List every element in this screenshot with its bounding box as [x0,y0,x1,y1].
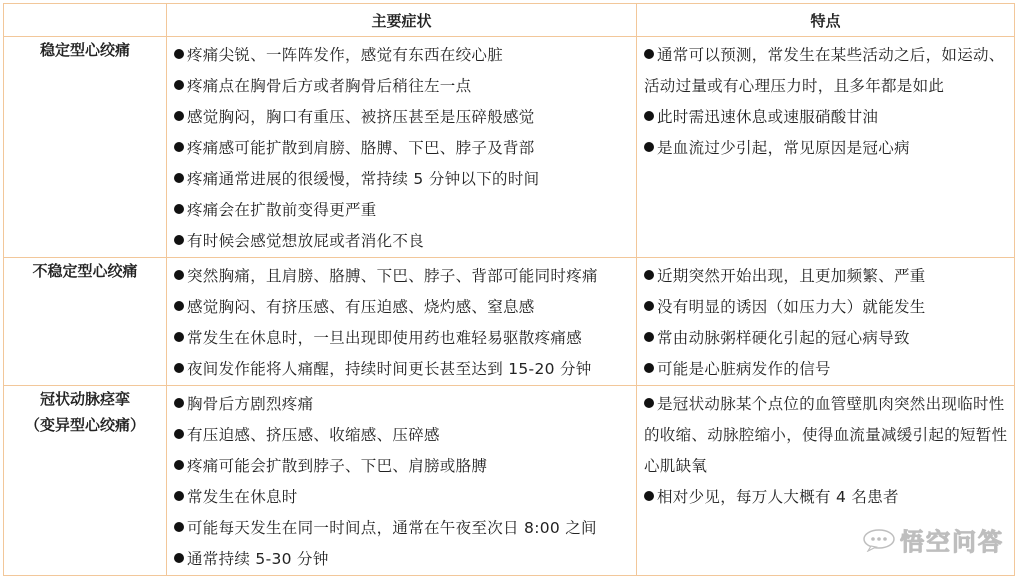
table-row [4,37,1015,258]
watermark-text: 悟空问答 [900,528,1004,556]
bullet-icon [174,553,184,563]
bullet-icon [174,204,184,214]
symptom-list [167,37,636,257]
bullet-icon [644,491,654,501]
list-item: 常发生在休息时，一旦出现即使用药也难轻易驱散疼痛感 [174,323,636,354]
bullet-icon [174,491,184,501]
type-label: 不稳定型心绞痛 [32,262,138,280]
bullet-icon [174,301,184,311]
list-item: 此时需迅速休息或速服硝酸甘油 [644,102,1008,133]
list-item: 是血流过少引起，常见原因是冠心病 [644,133,1008,164]
watermark [862,522,1004,557]
type-cell [4,258,167,386]
list-item: 疼痛尖锐、一阵阵发作，感觉有东西在绞心脏 [174,40,636,71]
list-item: 可能是心脏病发作的信号 [644,354,1008,385]
bullet-icon [174,332,184,342]
header-type [4,4,167,37]
feature-list [637,37,1014,164]
chat-bubble-icon [862,528,896,552]
bullet-icon [644,363,654,373]
list-item: 夜间发作能将人痛醒，持续时间更长甚至达到 15-20 分钟 [174,354,636,385]
feature-list [637,386,1014,513]
list-item: 有时候会感觉想放屁或者消化不良 [174,226,636,257]
list-item: 近期突然开始出现，且更加频繁、严重 [644,261,1008,292]
list-item: 常由动脉粥样硬化引起的冠心病导致 [644,323,1008,354]
list-item: 疼痛感可能扩散到肩膀、胳膊、下巴、脖子及背部 [174,133,636,164]
symptom-list [167,258,636,385]
bullet-icon [174,173,184,183]
bullet-icon [644,142,654,152]
type-cell [4,386,167,576]
symptoms-cell [167,37,637,258]
bullet-icon [644,398,654,408]
list-item: 是冠状动脉某个点位的血管壁肌肉突然出现临时性的收缩、动脉腔缩小，使得血流量减缓引起的短暂性心肌缺氧 [644,395,1008,475]
angina-comparison-table [3,3,1015,576]
header-features: 特点 [637,4,1015,37]
bullet-icon [644,270,654,280]
bullet-icon [174,460,184,470]
list-item: 突然胸痛，且肩膀、胳膊、下巴、脖子、背部可能同时疼痛 [174,261,636,292]
symptoms-cell [167,258,637,386]
features-cell [637,37,1015,258]
bullet-icon [644,301,654,311]
bullet-icon [174,398,184,408]
type-label: 冠状动脉痉挛 [39,390,130,408]
list-item: 常发生在休息时 [174,482,636,513]
symptoms-cell [167,386,637,576]
list-item: 通常持续 5-30 分钟 [174,544,636,575]
bullet-icon [644,49,654,59]
type-sublabel: （变异型心绞痛） [24,416,145,434]
bullet-icon [174,522,184,532]
bullet-icon [174,235,184,245]
type-label: 稳定型心绞痛 [39,41,130,59]
list-item: 可能每天发生在同一时间点，通常在午夜至次日 8:00 之间 [174,513,636,544]
list-item: 疼痛可能会扩散到脖子、下巴、肩膀或胳膊 [174,451,636,482]
bullet-icon [174,270,184,280]
header-row [4,4,1015,37]
list-item: 相对少见，每万人大概有 4 名患者 [644,482,1008,513]
features-cell [637,258,1015,386]
bullet-icon [644,332,654,342]
list-item: 胸骨后方剧烈疼痛 [174,389,636,420]
list-item: 通常可以预测，常发生在某些活动之后，如运动、活动过量或有心理压力时，且多年都是如此 [644,46,1005,95]
list-item: 没有明显的诱因（如压力大）就能发生 [644,292,1008,323]
list-item: 疼痛会在扩散前变得更严重 [174,195,636,226]
header-symptoms: 主要症状 [167,4,637,37]
feature-list [637,258,1014,385]
list-item: 有压迫感、挤压感、收缩感、压碎感 [174,420,636,451]
table-row [4,258,1015,386]
list-item: 感觉胸闷，胸口有重压、被挤压甚至是压碎般感觉 [174,102,636,133]
list-item: 感觉胸闷、有挤压感、有压迫感、烧灼感、窒息感 [174,292,636,323]
bullet-icon [174,111,184,121]
type-cell [4,37,167,258]
bullet-icon [174,142,184,152]
list-item: 疼痛点在胸骨后方或者胸骨后稍往左一点 [174,71,636,102]
list-item: 疼痛通常进展的很缓慢，常持续 5 分钟以下的时间 [174,164,636,195]
bullet-icon [174,80,184,90]
symptom-list [167,386,636,575]
bullet-icon [644,111,654,121]
bullet-icon [174,363,184,373]
bullet-icon [174,429,184,439]
bullet-icon [174,49,184,59]
